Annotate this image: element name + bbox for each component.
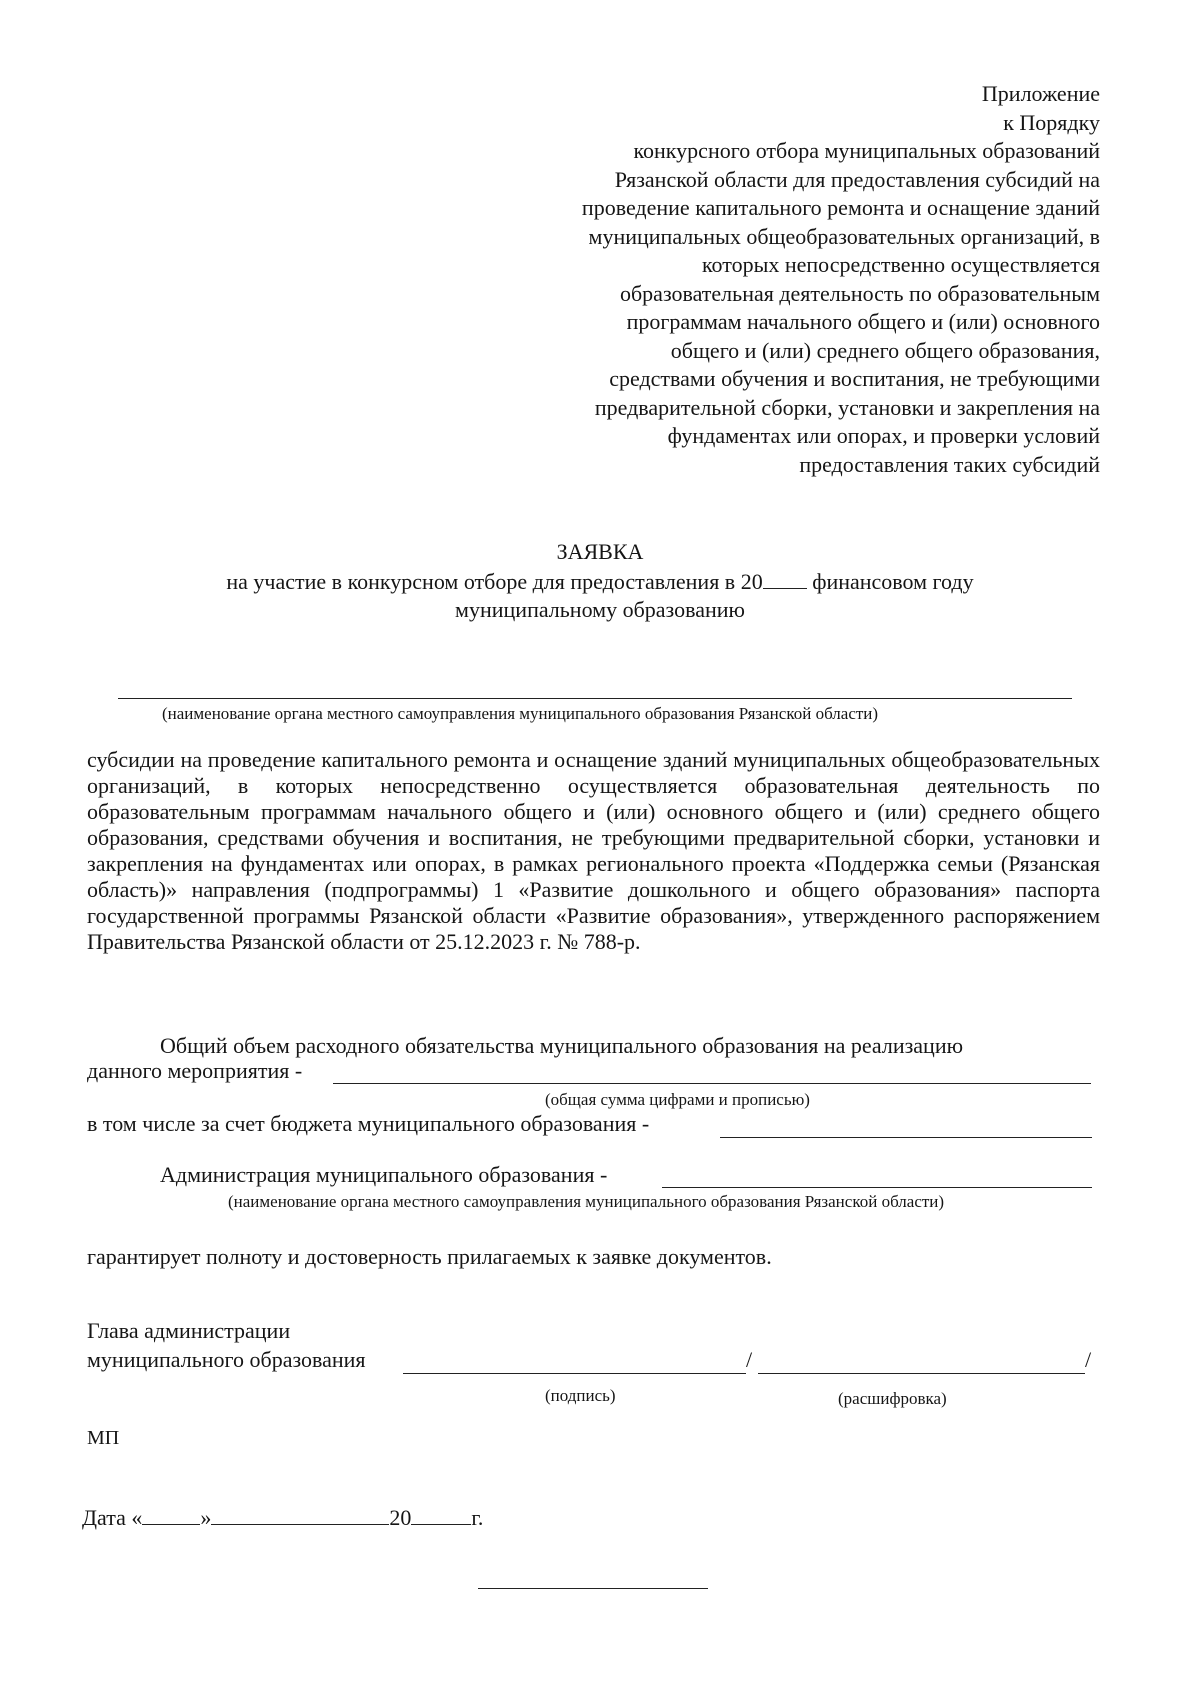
total-amount-caption: (общая сумма цифрами и прописью) xyxy=(545,1090,810,1109)
subtitle-prefix: на участие в конкурсном отборе для предоставления в 20 xyxy=(226,569,763,594)
date-year-prefix: 20 xyxy=(389,1505,412,1530)
signature-title-line2: муниципального образования xyxy=(87,1347,366,1372)
signature-decode-field[interactable] xyxy=(758,1373,1085,1374)
appendix-line: программам начального общего и (или) основного xyxy=(626,309,1100,334)
signature-separator: / xyxy=(746,1347,753,1372)
appendix-line: предварительной сборки, установки и закрепления на xyxy=(594,394,1100,420)
expenses-line2: данного мероприятия - xyxy=(87,1058,303,1083)
appendix-line: муниципальных общеобразовательных организаций, в xyxy=(588,223,1100,249)
subtitle-suffix: финансовом году xyxy=(806,569,974,594)
date-line xyxy=(82,1504,483,1532)
signature-caption: (подпись) xyxy=(545,1386,616,1405)
administration-label: Администрация муниципального образования - xyxy=(160,1162,608,1187)
total-amount-field[interactable] xyxy=(333,1083,1091,1084)
date-month-field[interactable] xyxy=(211,1506,389,1525)
date-label: Дата « xyxy=(82,1505,143,1530)
appendix-line: Рязанской области для предоставления субсидий на xyxy=(614,166,1100,192)
appendix-line: фундаментах или опорах, и проверки условий xyxy=(667,423,1100,448)
recipient-name-field[interactable] xyxy=(118,698,1072,699)
administration-name-field[interactable] xyxy=(662,1187,1092,1188)
document-subtitle xyxy=(0,568,1200,624)
date-day-field[interactable] xyxy=(142,1506,200,1525)
appendix-line: проведение капитального ремонта и оснащение зданий xyxy=(581,195,1100,220)
appendix-line: предоставления таких субсидий xyxy=(799,451,1100,477)
administration-caption: (наименование органа местного самоуправления муниципального образования Рязанской области) xyxy=(228,1192,945,1211)
appendix-line: к Порядку xyxy=(1003,109,1100,135)
date-year-field[interactable] xyxy=(411,1506,471,1525)
appendix-header xyxy=(480,80,1100,479)
signature-end-separator: / xyxy=(1085,1347,1092,1372)
date-quote-close: » xyxy=(200,1505,212,1530)
recipient-caption: (наименование органа местного самоуправления муниципального образования Рязанской области) xyxy=(162,704,879,723)
appendix-line: Приложение xyxy=(981,81,1100,106)
appendix-line: образовательная деятельность по образовательным xyxy=(619,280,1100,306)
closing-divider xyxy=(478,1588,708,1589)
appendix-line: которых непосредственно осуществляется xyxy=(701,252,1100,277)
appendix-line: конкурсного отбора муниципальных образований xyxy=(633,138,1100,163)
budget-amount-field[interactable] xyxy=(720,1137,1092,1138)
subtitle-line2: муниципальному образованию xyxy=(455,597,745,622)
decode-caption: (расшифровка) xyxy=(838,1389,947,1408)
signature-field[interactable] xyxy=(403,1373,746,1374)
budget-line: в том числе за счет бюджета муниципального образования - xyxy=(87,1111,650,1136)
year-field[interactable] xyxy=(763,570,807,589)
signature-title-line1: Глава администрации xyxy=(87,1318,291,1343)
date-year-suffix: г. xyxy=(471,1505,484,1530)
guarantee-text: гарантирует полноту и достоверность прилагаемых к заявке документов. xyxy=(87,1244,772,1269)
appendix-line: средствами обучения и воспитания, не требующими xyxy=(609,366,1100,391)
application-body: субсидии на проведение капитального ремонта и оснащение зданий муниципальных общеобразовательных организаций, в которых непосредственно осуществляется образовательная деятельность по образовательным программам начального общего и (или) основного общего и (или) среднего общего образования, средствами обучения и воспитания, не требующими предварительной сборки, установки и закрепления на фундаментах или опорах, в рамках регионального проекта «Поддержка семьи (Рязанская область)» направления (подпрограммы) 1 «Развитие дошкольного и общего образования» паспорта государственной программы Рязанской области «Развитие образования», утвержденного распоряжением Правительства Рязанской области от 25.12.2023 г. № 788-р. xyxy=(87,747,1100,954)
document-title: ЗАЯВКА xyxy=(556,539,644,564)
expenses-line1: Общий объем расходного обязательства муниципального образования на реализацию xyxy=(160,1033,964,1058)
stamp-mark: МП xyxy=(87,1427,120,1449)
appendix-line: общего и (или) среднего общего образования, xyxy=(670,337,1100,363)
